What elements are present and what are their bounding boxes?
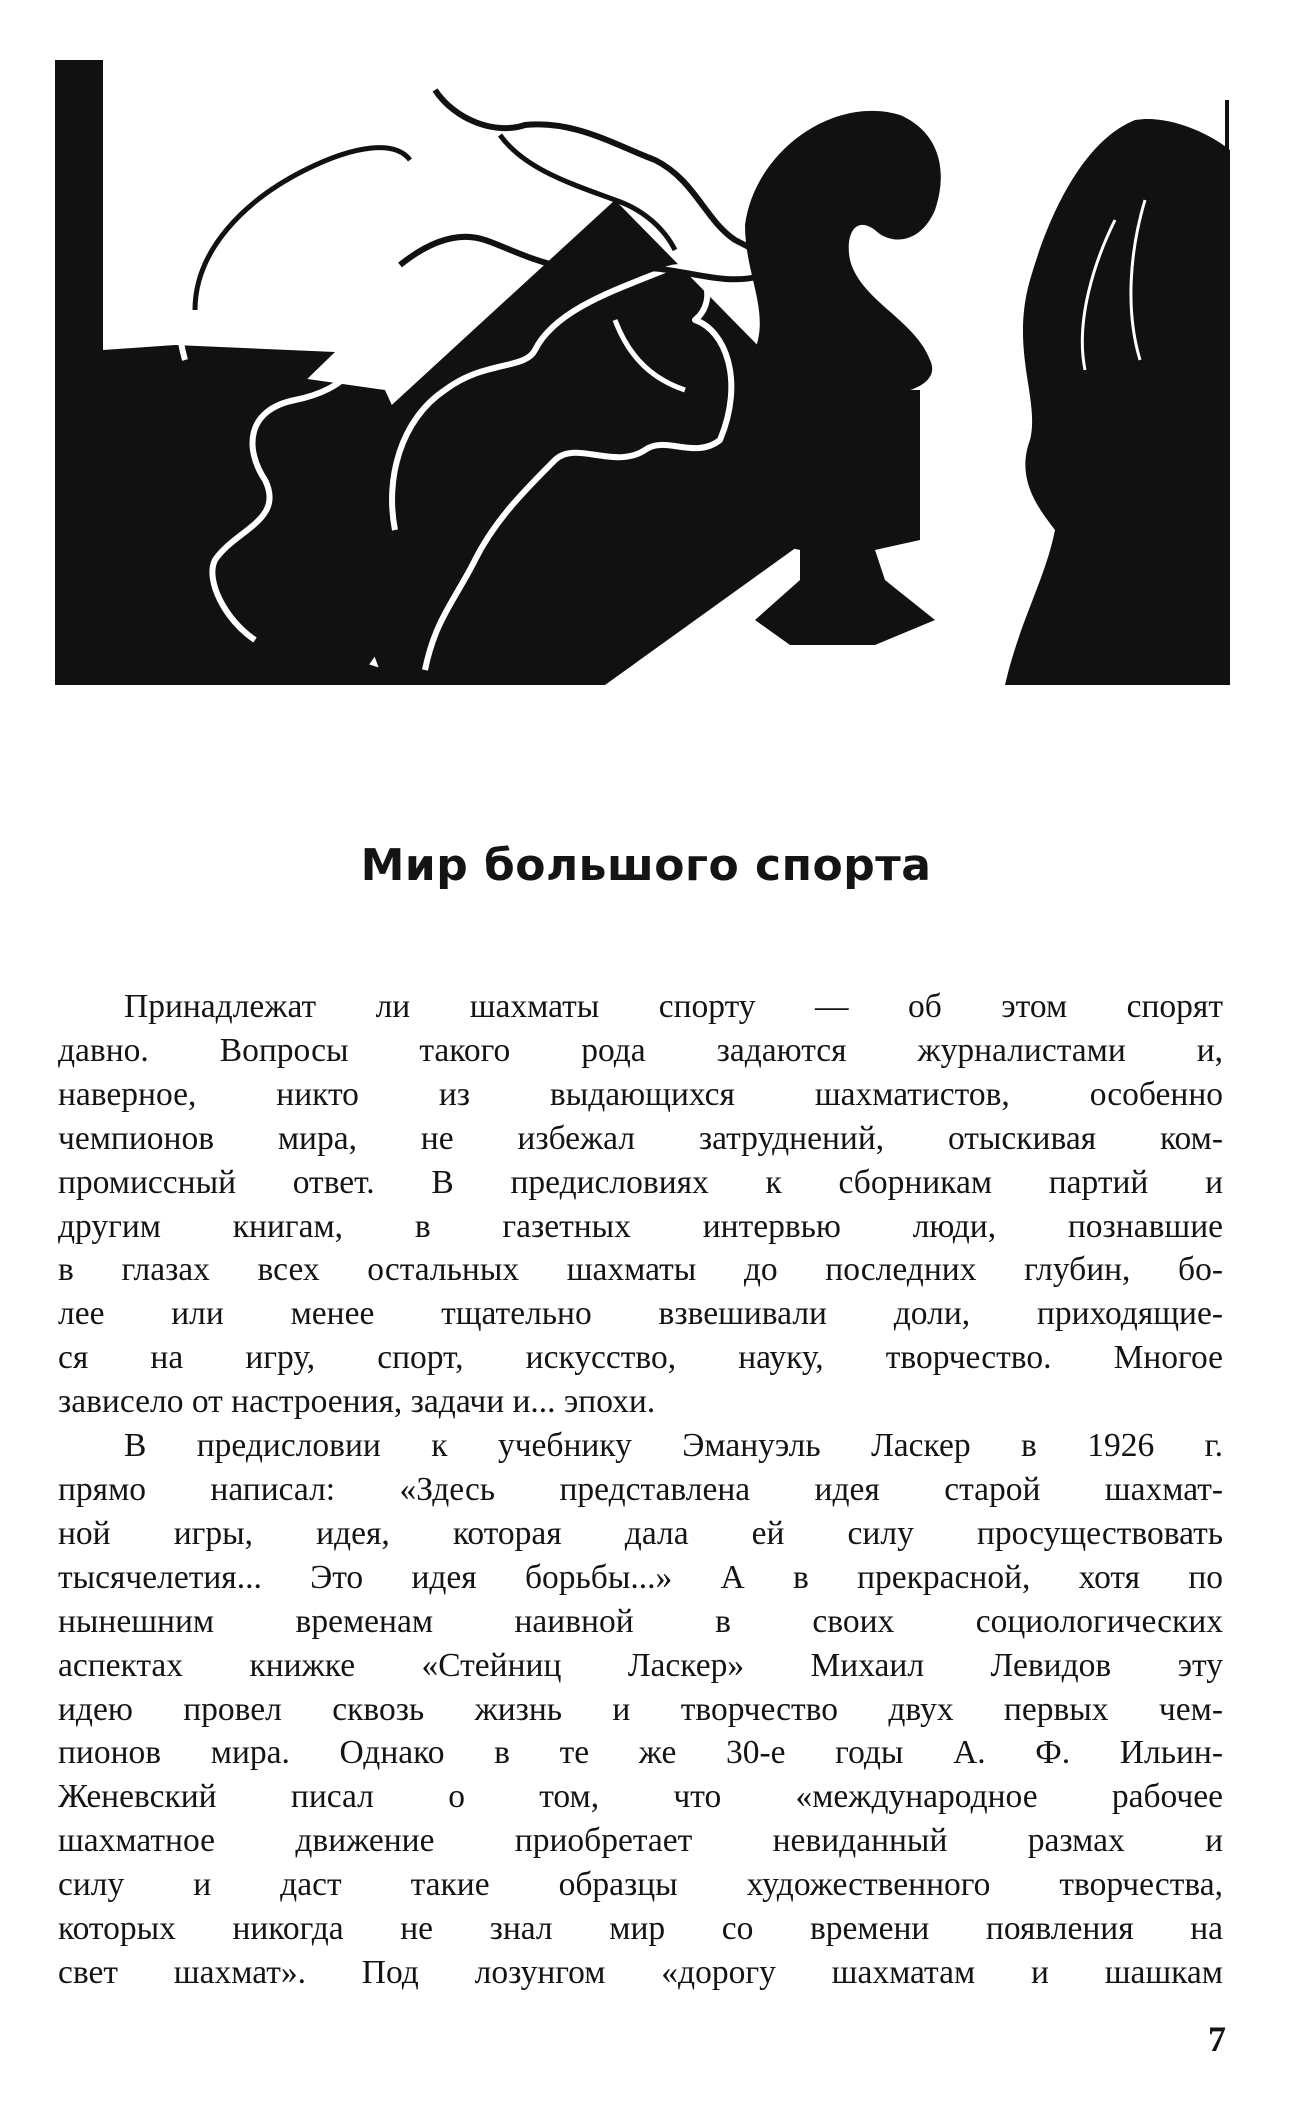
text-line: прямо написал: «Здесь представлена идея старой шахмат-	[58, 1470, 1223, 1508]
text-line: тысячелетия... Это идея борьбы...» А в прекрасной, хотя по	[58, 1558, 1223, 1596]
text-line: нынешним временам наивной в своих социологических	[58, 1602, 1223, 1640]
text-line: идею провел сквозь жизнь и творчество двух первых чем-	[58, 1690, 1223, 1728]
page-number: 7	[1208, 2019, 1226, 2059]
text-line: шахматное движение приобретает невиданный размах и	[58, 1822, 1223, 1860]
chess-knights-illustration	[55, 60, 1230, 685]
paragraph-2	[58, 1424, 1223, 1995]
text-line: пионов мира. Однако в те же 30-е годы А. Ф. Ильин-	[58, 1734, 1223, 1772]
text-line: наверное, никто из выдающихся шахматистов, особенно	[58, 1075, 1223, 1113]
text-line: зависело от настроения, задачи и... эпохи.	[58, 1383, 656, 1421]
text-line: ной игры, идея, которая дала ей силу просуществовать	[58, 1514, 1223, 1552]
text-line: Женевский писал о том, что «международное рабочее	[58, 1778, 1223, 1816]
text-line: свет шахмат». Под лозунгом «дорогу шахматам и шашкам	[58, 1953, 1223, 1991]
chapter-title: Мир большого спорта	[360, 840, 932, 891]
text-line: в глазах всех остальных шахматы до последних глубин, бо-	[58, 1251, 1223, 1289]
body-text	[58, 985, 1223, 1995]
text-line: давно. Вопросы такого рода задаются журналистами и,	[58, 1031, 1223, 1069]
text-line: промиссный ответ. В предисловиях к сборникам партий и	[58, 1163, 1223, 1201]
paragraph-1	[58, 985, 1223, 1424]
text-line: аспектах книжке «Стейниц Ласкер» Михаил Левидов эту	[58, 1646, 1223, 1684]
text-line: чемпионов мира, не избежал затруднений, отыскивая ком-	[58, 1119, 1223, 1157]
text-line: Принадлежат ли шахматы спорту — об этом спорят	[124, 988, 1223, 1025]
text-line: силу и даст такие образцы художественного творчества,	[58, 1866, 1223, 1904]
text-line: которых никогда не знал мир со времени появления на	[58, 1910, 1223, 1948]
text-line: В предисловии к учебнику Эмануэль Ласкер в 1926 г.	[124, 1427, 1223, 1465]
text-line: ся на игру, спорт, искусство, науку, творчество. Многое	[58, 1339, 1223, 1377]
text-line: лее или менее тщательно взвешивали доли, приходящие-	[58, 1295, 1223, 1333]
text-line: другим книгам, в газетных интервью люди, познавшие	[58, 1207, 1223, 1245]
